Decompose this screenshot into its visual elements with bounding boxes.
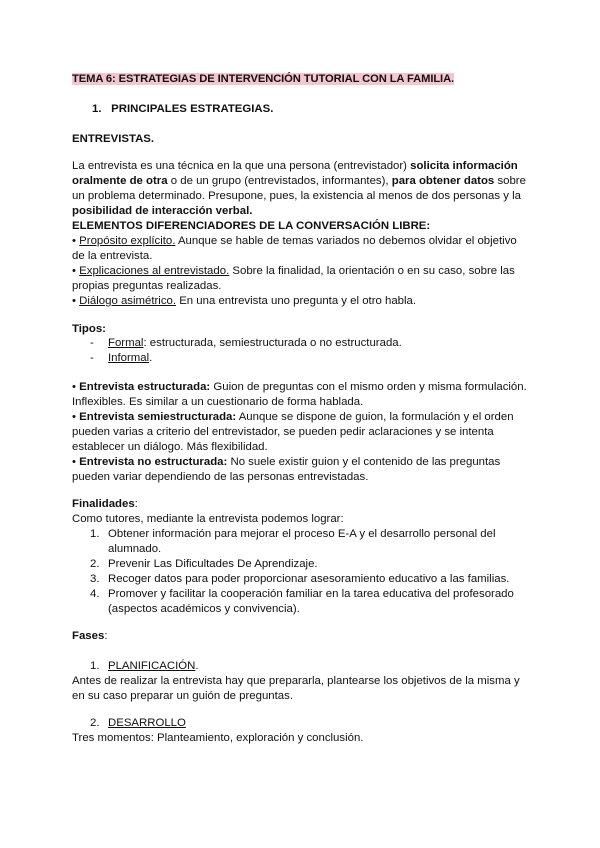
elementos-list xyxy=(72,234,528,309)
item-text: . xyxy=(149,352,153,364)
item-number: 4. xyxy=(90,588,100,600)
fase-item-desarrollo xyxy=(90,716,530,731)
finalidades-colon: : xyxy=(134,498,138,510)
section-number: 1. xyxy=(92,103,102,115)
list-item xyxy=(90,527,530,557)
list-item xyxy=(72,380,528,410)
intro-bold-2: para obtener datos xyxy=(391,175,495,187)
item-term: Entrevista no estructurada: xyxy=(79,456,228,468)
fase-label-after: . xyxy=(195,660,199,672)
list-item xyxy=(72,234,528,264)
fase-label: DESARROLLO xyxy=(108,717,186,729)
list-item xyxy=(90,572,530,587)
bullet: • xyxy=(72,265,76,277)
tipos-heading: Tipos: xyxy=(72,323,106,335)
document-title xyxy=(72,72,528,87)
item-number: 2. xyxy=(90,717,100,729)
item-number: 3. xyxy=(90,573,100,585)
dash: - xyxy=(90,337,94,349)
item-text: En una entrevista uno pregunta y el otro habla. xyxy=(176,295,417,307)
item-text: No suele existir guion y el contenido de las preguntas pueden variar dependiendo de las personas entrevistadas. xyxy=(72,456,501,483)
finalidades-list xyxy=(90,527,530,617)
item-term: Formal xyxy=(108,337,144,349)
item-term: Explicaciones al entrevistado. xyxy=(79,265,230,277)
list-item xyxy=(72,455,528,485)
item-text: Recoger datos para poder proporcionar asesoramiento educativo a las familias. xyxy=(108,573,510,585)
finalidades-intro: Como tutores, mediante la entrevista podemos lograr: xyxy=(72,513,344,525)
item-text: : estructurada, semiestructurada o no estructurada. xyxy=(143,337,402,349)
intro-text-3: sobre un problema determinado. Presupone, pues, la existencia al menos de dos personas y la xyxy=(72,175,526,202)
item-term: Informal xyxy=(108,352,150,364)
list-item xyxy=(72,264,528,294)
section-title: PRINCIPALES ESTRATEGIAS. xyxy=(111,103,274,115)
item-text: Guion de preguntas con el mismo orden y misma formulación. Inflexibles. Es similar a un cuestionario de forma hablada. xyxy=(72,381,527,408)
intro-paragraph xyxy=(72,159,528,219)
intro-bold-3: posibilidad de interacción verbal. xyxy=(72,205,253,217)
bullet: • xyxy=(72,235,76,247)
fases-heading xyxy=(72,629,528,644)
item-text: Promover y facilitar la cooperación familiar en la tarea educativa del profesorado (aspectos académicos y convivencia). xyxy=(108,588,514,615)
bullet: • xyxy=(72,456,76,468)
list-item xyxy=(90,587,530,617)
list-item xyxy=(90,557,530,572)
fases-label: Fases xyxy=(72,630,105,642)
item-text: Sobre la finalidad, la orientación o en su caso, sobre las propias preguntas realizadas. xyxy=(72,265,515,292)
list-item xyxy=(72,294,528,309)
fases-colon: : xyxy=(104,630,108,642)
fase-item-planificacion xyxy=(90,659,530,674)
fase-desarrollo-text: Tres momentos: Planteamiento, exploración y conclusión. xyxy=(72,732,364,744)
intro-text-2: o de un grupo (entrevistados, informantes), xyxy=(167,175,392,187)
estructuras-list xyxy=(72,380,528,485)
item-term: Propósito explícito. xyxy=(79,235,176,247)
item-term: Diálogo asimétrico. xyxy=(79,295,177,307)
list-item xyxy=(90,351,530,366)
dash: - xyxy=(90,352,94,364)
bullet: • xyxy=(72,295,76,307)
item-term: Entrevista semiestructurada: xyxy=(79,411,237,423)
bullet: • xyxy=(72,381,76,393)
list-item xyxy=(72,410,528,455)
tipos-list xyxy=(90,336,530,366)
fase-planificacion-text: Antes de realizar la entrevista hay que prepararla, plantearse los objetivos de la misma y en su caso preparar un guión de preguntas. xyxy=(72,675,520,702)
item-number: 1. xyxy=(90,528,100,540)
item-text: Obtener información para mejorar el proceso E-A y el desarrollo personal del alumnado. xyxy=(108,528,496,555)
intro-text-1: La entrevista es una técnica en la que una persona (entrevistador) xyxy=(72,160,411,172)
fase-label: PLANIFICACIÓN xyxy=(108,660,196,672)
item-text: Prevenir Las Dificultades De Aprendizaje. xyxy=(108,558,318,570)
item-term: Entrevista estructurada: xyxy=(79,381,211,393)
item-text: Aunque se dispone de guion, la formulación y el orden pueden varias a criterio del entrevistador, se pueden pedir aclaraciones y se intenta establecer un diálogo. Más flexibilidad. xyxy=(72,411,514,453)
list-item xyxy=(90,336,530,351)
item-text: Aunque se hable de temas variados no debemos olvidar el objetivo de la entrevista. xyxy=(72,235,517,262)
item-number: 1. xyxy=(90,660,100,672)
finalidades-heading xyxy=(72,497,528,512)
finalidades-label: Finalidades xyxy=(72,498,135,510)
intro-bold-1: solicita información oralmente de otra xyxy=(72,160,518,187)
section-heading xyxy=(92,102,548,117)
elementos-heading: ELEMENTOS DIFERENCIADORES DE LA CONVERSACIÓN LIBRE: xyxy=(72,220,431,232)
title-highlight: TEMA 6: ESTRATEGIAS DE INTERVENCIÓN TUTORIAL CON LA FAMILIA. xyxy=(72,73,455,85)
item-number: 2. xyxy=(90,558,100,570)
bullet: • xyxy=(72,411,76,423)
entrevistas-heading: ENTREVISTAS. xyxy=(72,133,155,145)
